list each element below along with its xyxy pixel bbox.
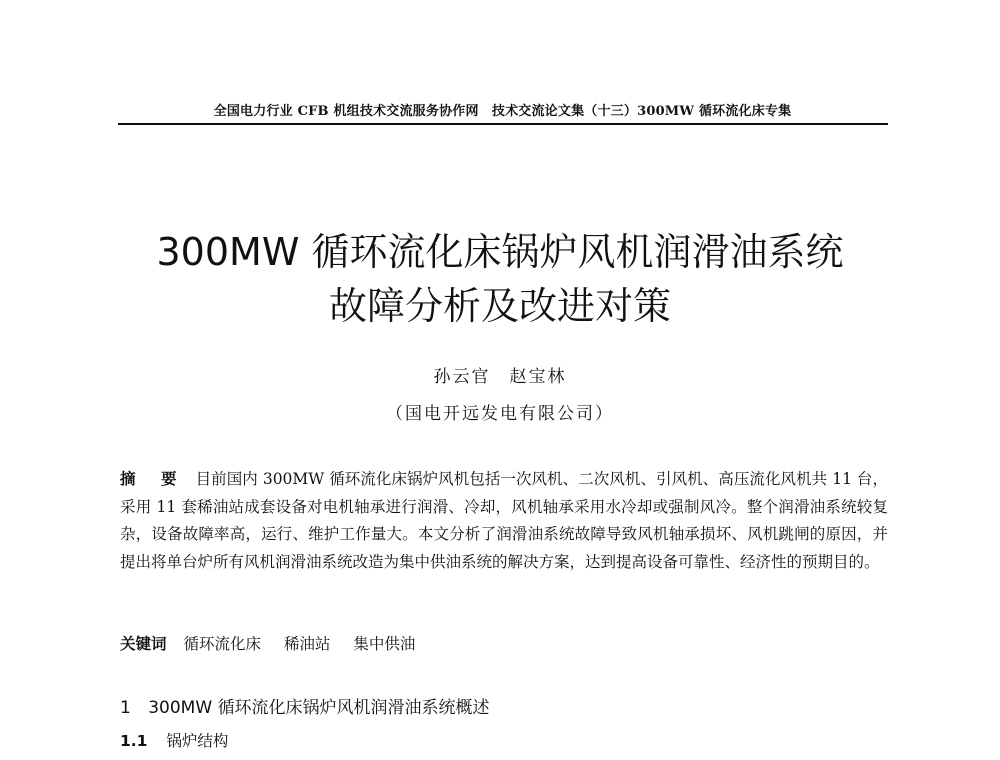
section-heading bbox=[120, 693, 490, 718]
keyword: 集中供油 bbox=[353, 635, 416, 653]
section-title: 300MW 循环流化床锅炉风机润滑油系统概述 bbox=[148, 698, 490, 718]
abstract-text: 目前国内 300MW 循环流化床锅炉风机包括一次风机、二次风机、引风机、高压流化风机共 11 台，采用 11 套稀油站成套设备对电机轴承进行润滑、冷却，风机轴承采用水冷却或强制风冷。整个润滑油系统较复杂，设备故障率高，运行、维护工作量大。本文分析了润滑油系统故障导致风机轴承损坏、风机跳闸的原因，并提出将单台炉所有风机润滑油系统改造为集中供油系统的解决方案，达到提高设备可靠性、经济性的预期目的。 bbox=[120, 470, 888, 571]
subsection-heading bbox=[120, 729, 228, 751]
section-number: 1 bbox=[120, 698, 131, 718]
running-header: 全国电力行业 CFB 机组技术交流服务协作网 技术交流论文集（十三）300MW 循环流化床专集 bbox=[213, 104, 792, 119]
header-rule bbox=[118, 123, 888, 125]
title-line-1: 300MW 循环流化床锅炉风机润滑油系统 bbox=[156, 230, 844, 274]
keyword: 循环流化床 bbox=[183, 635, 261, 653]
subsection-number: 1.1 bbox=[120, 732, 148, 750]
subsection-title: 锅炉结构 bbox=[166, 732, 229, 750]
keywords bbox=[120, 630, 888, 658]
author-list: 孙云官 赵宝林 bbox=[433, 367, 567, 387]
title-line-2: 故障分析及改进对策 bbox=[328, 284, 671, 328]
author-affiliation: （国电开远发电有限公司） bbox=[386, 404, 614, 424]
abstract-label: 摘 要 bbox=[120, 469, 187, 488]
abstract bbox=[120, 465, 888, 576]
paper-title bbox=[100, 225, 900, 333]
keyword: 稀油站 bbox=[283, 635, 331, 653]
keywords-label: 关键词 bbox=[120, 634, 167, 653]
